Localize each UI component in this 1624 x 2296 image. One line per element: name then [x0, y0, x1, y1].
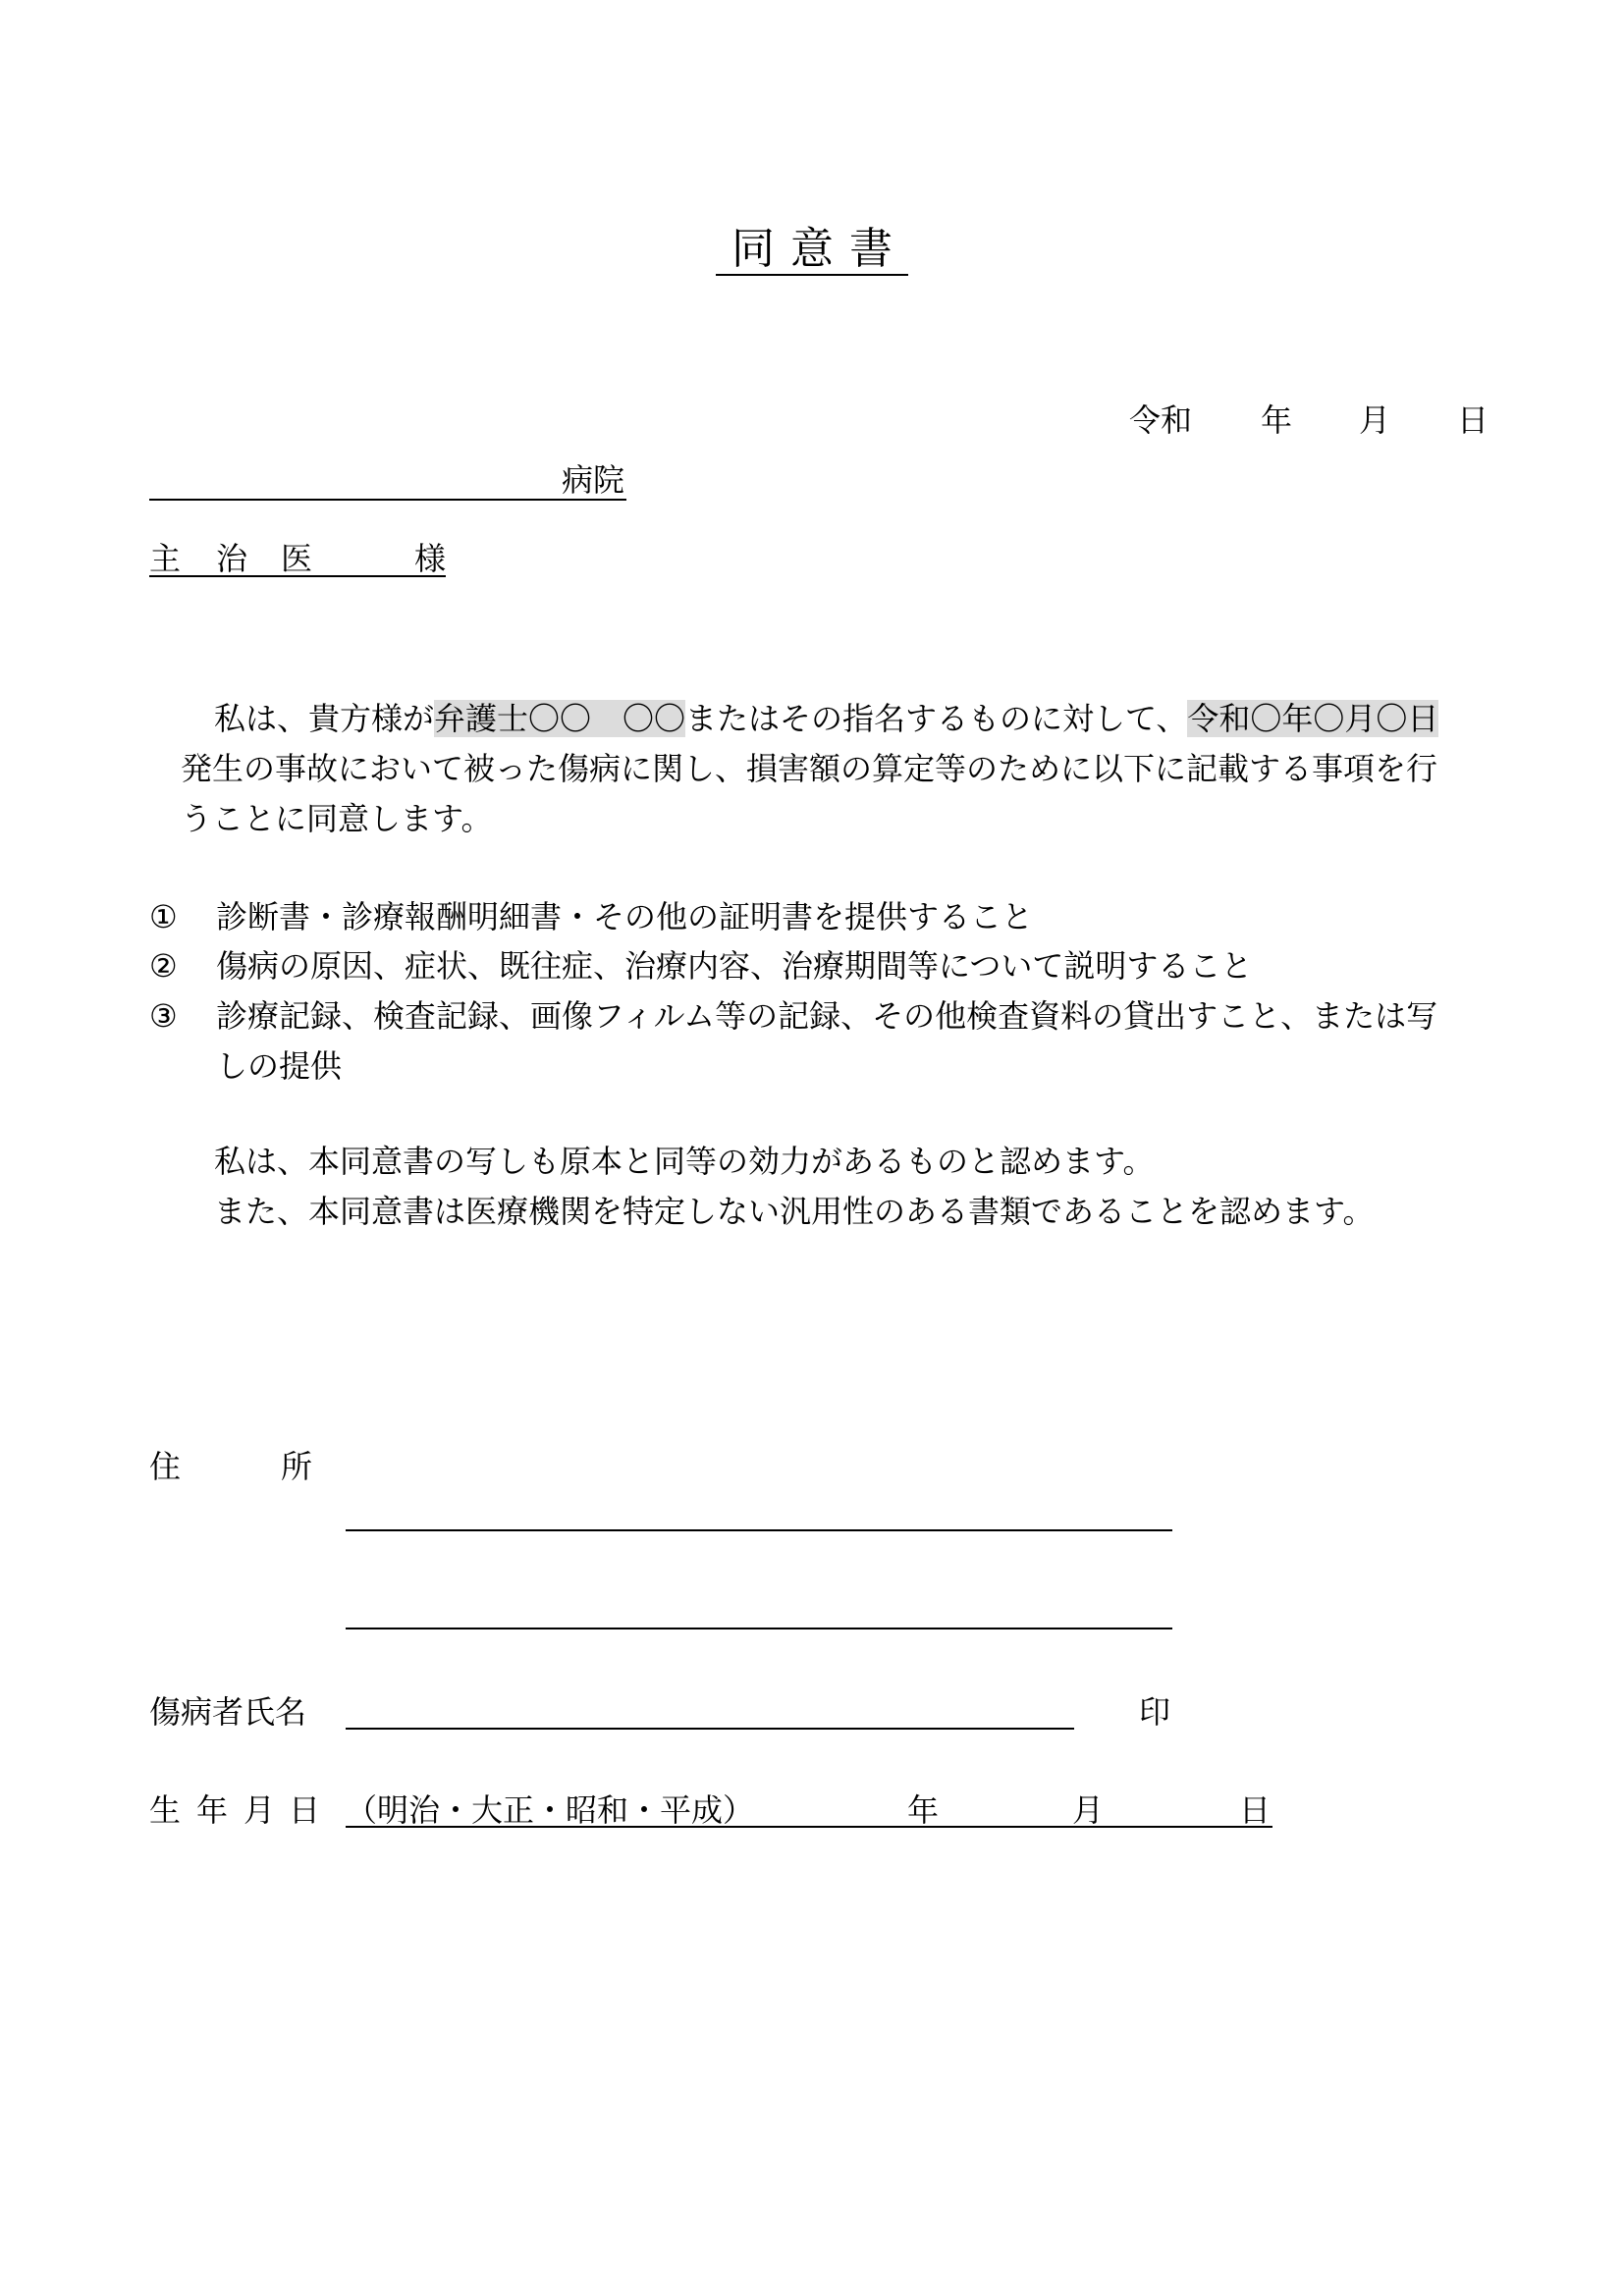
dob-underline: [346, 1826, 1272, 1828]
consent-paragraph-line-2: 発生の事故において被った傷病に関し、損害額の算定等のために以下に記載する事項を行: [181, 750, 1438, 787]
dob-label-4: 日: [289, 1791, 321, 1829]
item-number-2: ②: [149, 947, 178, 985]
date-year: 年: [1261, 401, 1293, 439]
dob-label-2: 年: [196, 1791, 229, 1829]
dob-eras: （明治・大正・昭和・平成）: [346, 1791, 755, 1829]
dob-day: 日: [1239, 1791, 1272, 1829]
item-text-2: 傷病の原因、症状、既往症、治療内容、治療期間等について説明すること: [216, 947, 1253, 985]
date-era: 令和: [1129, 401, 1193, 439]
consent-mid: またはその指名するものに対して、: [685, 700, 1188, 737]
closing-line-1: 私は、本同意書の写しも原本と同等の効力があるものと認めます。: [214, 1143, 1155, 1180]
patient-name-label: 傷病者氏名: [149, 1693, 307, 1731]
address-line-1: [346, 1529, 1172, 1531]
consent-paragraph-line-1: [214, 699, 1438, 738]
closing-line-2: また、本同意書は医療機関を特定しない汎用性のある書類であることを認めます。: [214, 1193, 1375, 1230]
consent-paragraph-line-3: うことに同意します。: [181, 800, 493, 837]
date-line: [1129, 400, 1492, 440]
doctor-honorific: 様: [414, 540, 447, 577]
item-text-3: 診療記録、検査記録、画像フィルム等の記録、その他検査資料の貸出すこと、または写: [216, 997, 1438, 1035]
date-day: 日: [1457, 401, 1489, 439]
doctor-label-2: 治: [216, 540, 248, 577]
lawyer-name-placeholder: 弁護士〇〇 〇〇: [434, 700, 686, 737]
item-text-1: 診断書・診療報酬明細書・その他の証明書を提供すること: [216, 898, 1034, 935]
doctor-label-1: 主: [149, 540, 182, 577]
consent-prefix: 私は、貴方様が: [214, 700, 435, 737]
patient-name-line: [346, 1728, 1074, 1730]
address-line-2: [346, 1628, 1172, 1629]
dob-label-3: 月: [244, 1791, 276, 1829]
hospital-suffix: 病院: [562, 461, 625, 499]
item-number-1: ①: [149, 898, 178, 935]
accident-date-placeholder: 令和〇年〇月〇日: [1187, 700, 1439, 737]
dob-year: 年: [907, 1791, 940, 1829]
title-text: 同意書: [716, 224, 908, 276]
dob-month: 月: [1072, 1791, 1105, 1829]
document-title: [0, 222, 1624, 277]
item-text-3-cont: しの提供: [216, 1047, 343, 1085]
item-number-3: ③: [149, 997, 178, 1035]
date-month: 月: [1359, 401, 1391, 439]
doctor-label-3: 医: [281, 540, 313, 577]
doctor-underline: [149, 575, 446, 577]
address-label-2: 所: [281, 1448, 313, 1485]
hospital-name-underline: [149, 499, 626, 501]
address-label-1: 住: [149, 1448, 182, 1485]
seal-mark: 印: [1139, 1693, 1171, 1731]
dob-label-1: 生: [149, 1791, 182, 1829]
